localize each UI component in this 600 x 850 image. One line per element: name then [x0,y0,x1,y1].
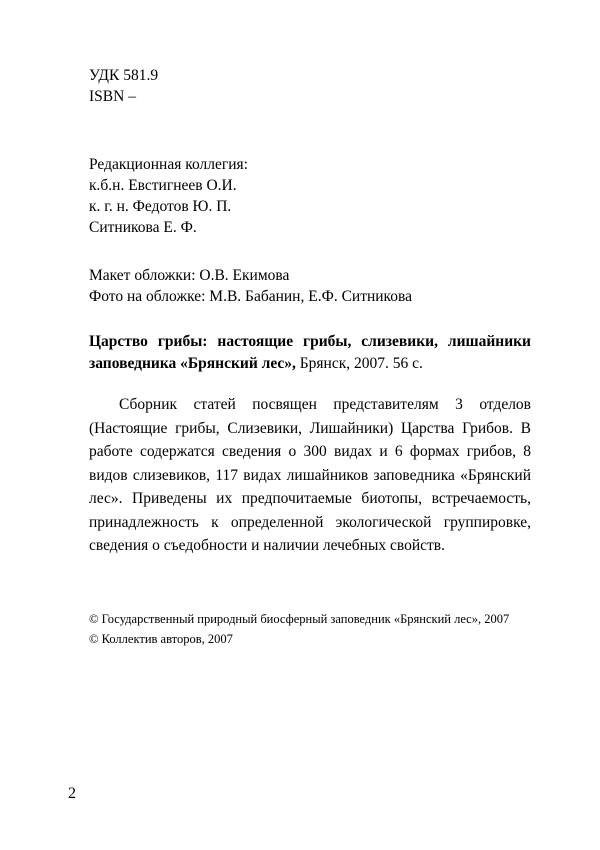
copyright-line: © Коллектив авторов, 2007 [89,632,233,646]
editor-name: к.б.н. Евстигнеев О.И. [89,177,237,194]
editorial-board [89,154,531,238]
editor-name: Ситникова Е. Ф. [89,219,197,236]
isbn-code: ISBN – [89,88,136,105]
bibliographic-citation [89,331,531,375]
publication-details: Брянск, 2007. 56 с. [295,355,423,372]
abstract-paragraph: Сборник статей посвящен представителям 3 отделов (Настоящие грибы, Слизевики, Лишайники) Царства Грибов. В работе содержатся сведения о 300 видах и 6 формах грибов, 8 видов слизевиков, 117 видах лишайников заповедника «Брянский лес». Приведены их предпочитаемые биотопы, встречаемость, принадлежность к определенной экологической группировке, сведения о съедобности и наличии лечебных свойств. [89,396,531,554]
editorial-heading: Редакционная коллегия: [89,156,248,173]
page-number: 2 [68,785,76,802]
copyright-notices [89,609,531,649]
cover-credits [89,265,531,307]
book-title: Царство грибы: настоящие грибы, слизевики, лишайники заповедника «Брянский лес», [89,333,531,372]
cover-photo-credit: Фото на обложке: М.В. Бабанин, Е.Ф. Ситникова [89,288,413,305]
udk-code: УДК 581.9 [89,67,159,84]
copyright-line: © Государственный природный биосферный заповедник «Брянский лес», 2007 [89,612,510,626]
catalog-info [89,65,531,107]
cover-layout-credit: Макет обложки: О.В. Екимова [89,267,290,284]
editor-name: к. г. н. Федотов Ю. П. [89,198,232,215]
